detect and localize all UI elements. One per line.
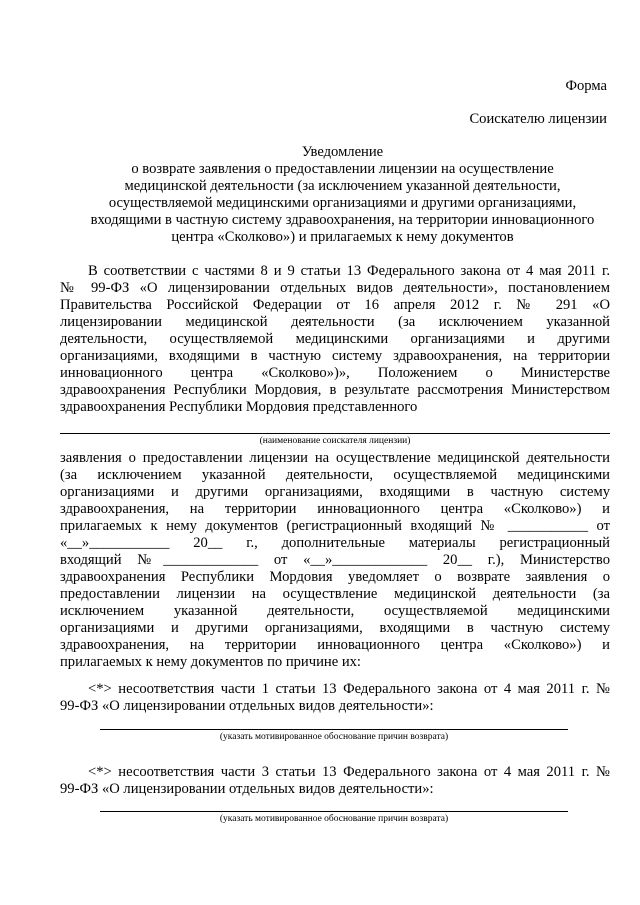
paragraph-line: здравоохранения Республики Мордовия уведомляет о возврате заявления о [60, 569, 610, 585]
paragraph-line: организациями и другими организациями, входящими в частную систему [60, 484, 610, 500]
reason-line: 99-ФЗ «О лицензировании отдельных видов деятельности»: [60, 781, 434, 797]
title-heading: Уведомление [301, 144, 384, 160]
reason2-blank-line [100, 811, 568, 812]
paragraph-line: входящий №_____________ от «__»_____________ 20__ г.), Министерство [60, 552, 610, 568]
reason1-blank-line [100, 729, 568, 730]
paragraph-line: лицензировании медицинской деятельности (за исключением указанной [60, 314, 610, 330]
applicant-caption: (наименование соискателя лицензии) [259, 436, 411, 446]
paragraph-line: организациями, входящими в частную систему здравоохранения, на территории [60, 348, 610, 364]
addressee: Соискателю лицензии [469, 111, 607, 127]
form-label: Форма [565, 78, 607, 94]
reason-line: <*> несоответствия части 3 статьи 13 Федерального закона от 4 мая 2011 г. № [88, 764, 610, 780]
title-line: центра «Сколково») и прилагаемых к нему документов [171, 229, 514, 245]
paragraph-line: здравоохранения Республики Мордовия, в результате рассмотрения Министерством [60, 382, 610, 398]
title-line: входящими в частную систему здравоохранения, на территории инновационного [90, 212, 595, 228]
title-line: о возврате заявления о предоставлении лицензии на осуществление [131, 161, 554, 177]
paragraph-line: инновационного центра «Сколково»)», Положением о Министерстве [60, 365, 610, 381]
paragraph-line: здравоохранения Республики Мордовия представленного [60, 399, 418, 415]
paragraph-line: № 99-ФЗ «О лицензировании отдельных видов деятельности», постановлением [60, 280, 610, 296]
paragraph-line: предоставлении лицензии на осуществление медицинской деятельности (за [60, 586, 610, 602]
title-line: медицинской деятельности (за исключением указанной деятельности, [124, 178, 561, 194]
paragraph-line: здравоохранения, на территории инновационного центра «Сколково») и [60, 501, 610, 517]
applicant-name-line [60, 433, 610, 434]
paragraph-line: исключением указанной деятельности, осуществляемой медицинскими [60, 603, 610, 619]
paragraph-line: деятельности, осуществляемой медицинскими организациями и другими [60, 331, 610, 347]
paragraph-line: Правительства Российской Федерации от 16 апреля 2012 г. № 291 «О [60, 297, 610, 313]
reason-line: 99-ФЗ «О лицензировании отдельных видов деятельности»: [60, 698, 434, 714]
reason-line: <*> несоответствия части 1 статьи 13 Федерального закона от 4 мая 2011 г. № [88, 681, 610, 697]
paragraph-line: заявления о предоставлении лицензии на осуществление медицинской деятельности [60, 450, 610, 466]
reason2-caption: (указать мотивированное обоснование причин возврата) [219, 814, 449, 824]
reason1-caption: (указать мотивированное обоснование причин возврата) [219, 732, 449, 742]
paragraph-line: (за исключением указанной деятельности, осуществляемой медицинскими [60, 467, 610, 483]
paragraph-line: В соответствии с частями 8 и 9 статьи 13 Федерального закона от 4 мая 2011 г. [88, 263, 610, 279]
paragraph-line: здравоохранения, на территории инновационного центра «Сколково») и [60, 637, 610, 653]
title-line: осуществляемой медицинскими организациями и другими организациями, [108, 195, 577, 211]
paragraph-line: прилагаемых к нему документов (регистрационный входящий № ___________ от [60, 518, 610, 534]
paragraph-line: организациями и другими организациями, входящими в частную систему [60, 620, 610, 636]
paragraph-line: «__»___________ 20__ г., дополнительные материалы регистрационный [60, 535, 610, 551]
paragraph-line: прилагаемых к нему документов по причине их: [60, 654, 361, 670]
